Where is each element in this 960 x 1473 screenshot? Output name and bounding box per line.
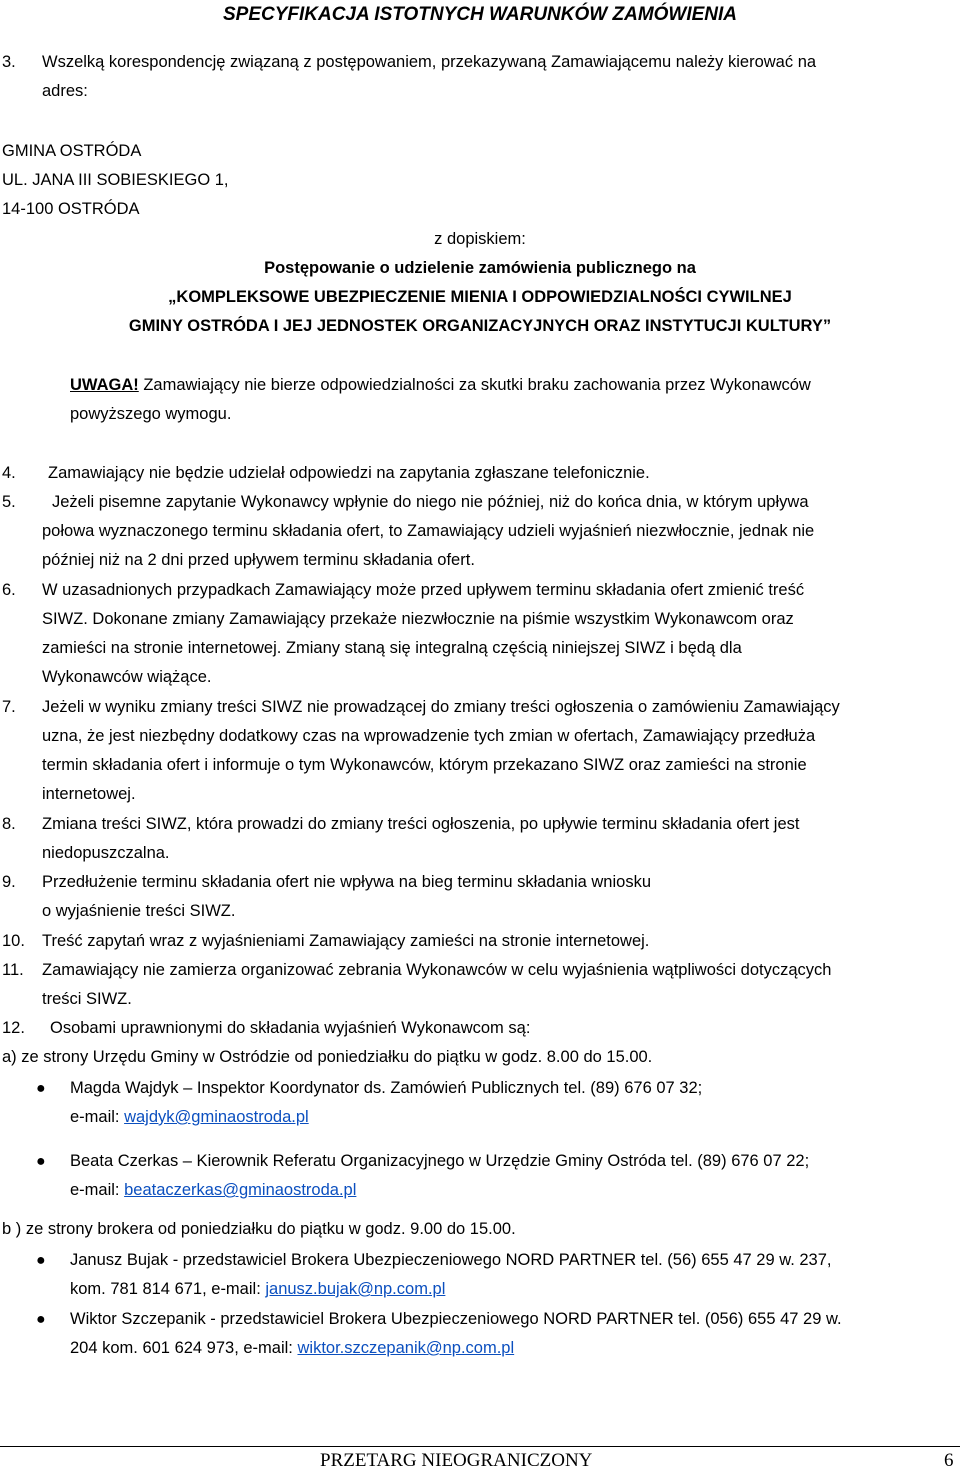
item-10-number: 10. — [2, 932, 25, 950]
item-9-number: 9. — [2, 873, 16, 891]
item-11-number: 11. — [2, 961, 24, 979]
annotation-label: z dopiskiem: — [434, 230, 526, 248]
person-1-email-link[interactable]: wajdyk@gminaostroda.pl — [124, 1108, 309, 1126]
bullet-icon: ● — [36, 1311, 46, 1328]
person-1-line-1: Magda Wajdyk – Inspektor Koordynator ds. Zamówień Publicznych tel. (89) 676 07 32; — [70, 1079, 703, 1097]
person-3-line-2 — [70, 1275, 445, 1304]
annotation-line-2: „KOMPLEKSOWE UBEZPIECZENIE MIENIA I ODPOWIEDZIALNOŚCI CYWILNEJ — [168, 288, 792, 306]
item-10-text: Treść zapytań wraz z wyjaśnieniami Zamawiający zamieści na stronie internetowej. — [42, 932, 650, 950]
item-11-line-1: Zamawiający nie zamierza organizować zebrania Wykonawców w celu wyjaśnienia wątpliwości dotyczących — [42, 961, 832, 979]
item-9-line-2: o wyjaśnienie treści SIWZ. — [42, 902, 236, 920]
item-7-line-3: termin składania ofert i informuje o tym Wykonawców, którym przekazano SIWZ oraz zamieści na stronie — [42, 756, 807, 774]
item-9-line-1: Przedłużenie terminu składania ofert nie wpływa na bieg terminu składania wniosku — [42, 873, 651, 891]
item-3-line-1: Wszelką korespondencję związaną z postępowaniem, przekazywaną Zamawiającemu należy kierować na — [42, 53, 817, 71]
person-2-email-link[interactable]: beataczerkas@gminaostroda.pl — [124, 1181, 357, 1199]
person-3-line-1: Janusz Bujak - przedstawiciel Brokera Ubezpieczeniowego NORD PARTNER tel. (56) 655 47 29 w. 237, — [70, 1251, 832, 1269]
address-line-1: GMINA OSTRÓDA — [2, 142, 142, 160]
bullet-icon: ● — [36, 1080, 46, 1097]
item-3-line-2: adres: — [42, 82, 88, 100]
footer-divider — [0, 1446, 960, 1447]
annotation-line-3: GMINY OSTRÓDA I JEJ JEDNOSTEK ORGANIZACYJNYCH ORAZ INSTYTUCJI KULTURY” — [128, 317, 832, 335]
section-a-label: a) ze strony Urzędu Gminy w Ostródzie od poniedziałku do piątku w godz. 8.00 do 15.00. — [2, 1048, 653, 1066]
person-3-email-link[interactable]: janusz.bujak@np.com.pl — [265, 1280, 446, 1298]
page-number: 6 — [944, 1450, 954, 1471]
annotation-line-1: Postępowanie o udzielenie zamówienia publicznego na — [264, 259, 696, 277]
item-6-line-3: zamieści na stronie internetowej. Zmiany staną się integralną częścią niniejszej SIWZ i będą dla — [42, 639, 742, 657]
bullet-icon: ● — [36, 1252, 46, 1269]
item-12-number: 12. — [2, 1019, 25, 1037]
warning-label: UWAGA! — [70, 376, 139, 394]
page-header-title: SPECYFIKACJA ISTOTNYCH WARUNKÓW ZAMÓWIENIA — [222, 4, 738, 25]
item-8-number: 8. — [2, 815, 16, 833]
section-b-label: b ) ze strony brokera od poniedziałku do piątku w godz. 9.00 do 15.00. — [2, 1220, 516, 1238]
footer-text: PRZETARG NIEOGRANICZONY — [320, 1450, 593, 1471]
item-6-line-1: W uzasadnionych przypadkach Zamawiający może przed upływem terminu składania ofert zmienić treść — [42, 581, 805, 599]
item-7-line-2: uzna, że jest niezbędny dodatkowy czas na wprowadzenie tych zmian w ofertach, Zamawiający przedłuża — [42, 727, 816, 745]
item-5-line-3: później niż na 2 dni przed upływem terminu składania ofert. — [42, 551, 475, 569]
item-6-line-2: SIWZ. Dokonane zmiany Zamawiający przekaże niezwłocznie na piśmie wszystkim Wykonawcom oraz — [42, 610, 794, 628]
item-6-line-4: Wykonawców wiążące. — [42, 668, 212, 686]
item-4-number: 4. — [2, 464, 16, 482]
item-5-number: 5. — [2, 493, 16, 511]
person-1-email-label: e-mail: — [70, 1108, 125, 1126]
item-4-text: Zamawiający nie będzie udzielał odpowiedzi na zapytania zgłaszane telefonicznie. — [48, 464, 650, 482]
person-2-email-label: e-mail: — [70, 1181, 125, 1199]
item-5-line-2: połowa wyznaczonego terminu składania ofert, to Zamawiający udzieli wyjaśnień niezwłocznie, jednak nie — [42, 522, 815, 540]
item-7-line-1: Jeżeli w wyniku zmiany treści SIWZ nie prowadzącej do zmiany treści ogłoszenia o zamówieniu Zamawiający — [42, 698, 840, 716]
item-12-text: Osobami uprawnionymi do składania wyjaśnień Wykonawcom są: — [50, 1019, 531, 1037]
person-4-email-link[interactable]: wiktor.szczepanik@np.com.pl — [297, 1339, 515, 1357]
item-3-number: 3. — [2, 53, 16, 71]
item-8-line-1: Zmiana treści SIWZ, która prowadzi do zmiany treści ogłoszenia, po upływie terminu składania ofert jest — [42, 815, 800, 833]
address-line-3: 14-100 OSTRÓDA — [2, 200, 140, 218]
bullet-icon: ● — [36, 1153, 46, 1170]
item-7-line-4: internetowej. — [42, 785, 136, 803]
person-1-email-line — [70, 1103, 309, 1132]
warning-line-1 — [70, 371, 958, 400]
item-11-line-2: treści SIWZ. — [42, 990, 132, 1008]
person-2-email-line — [70, 1176, 356, 1205]
address-line-2: UL. JANA III SOBIESKIEGO 1, — [2, 171, 229, 189]
person-4-contact: 204 kom. 601 624 973, e-mail: — [70, 1339, 298, 1357]
person-4-line-2 — [70, 1334, 514, 1363]
item-8-line-2: niedopuszczalna. — [42, 844, 170, 862]
warning-text: Zamawiający nie bierze odpowiedzialności za skutki braku zachowania przez Wykonawców — [138, 376, 811, 394]
item-5-line-1: Jeżeli pisemne zapytanie Wykonawcy wpłynie do niego nie później, niż do końca dnia, w którym upływa — [52, 493, 809, 511]
person-3-contact: kom. 781 814 671, e-mail: — [70, 1280, 266, 1298]
person-4-line-1: Wiktor Szczepanik - przedstawiciel Brokera Ubezpieczeniowego NORD PARTNER tel. (056) 655 47 29 w. — [70, 1310, 842, 1328]
item-6-number: 6. — [2, 581, 16, 599]
warning-line-2: powyższego wymogu. — [70, 405, 232, 423]
item-7-number: 7. — [2, 698, 16, 716]
person-2-line-1: Beata Czerkas – Kierownik Referatu Organizacyjnego w Urzędzie Gminy Ostróda tel. (89) 676 07 22; — [70, 1152, 810, 1170]
